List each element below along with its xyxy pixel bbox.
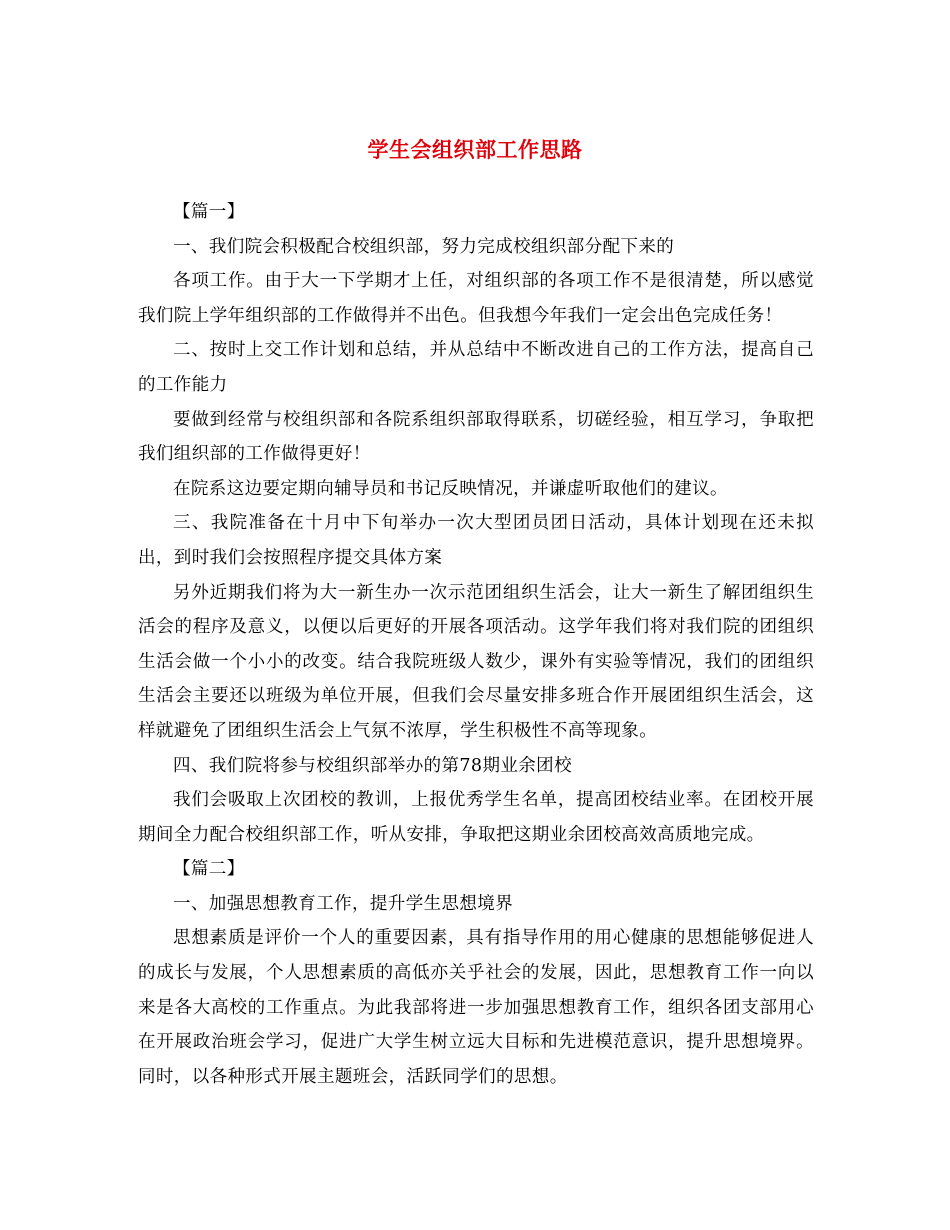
paragraph: 三、我院准备在十月中下旬举办一次大型团员团日活动，具体计划现在还未拟出，到时我们会按照程序提交具体方案 [138, 513, 814, 568]
paragraph: 我们会吸取上次团校的教训，上报优秀学生名单，提高团校结业率。在团校开展期间全力配合校组织部工作，听从安排，争取把这期业余团校高效高质地完成。 [138, 790, 814, 845]
paragraph: 另外近期我们将为大一新生办一次示范团组织生活会，让大一新生了解团组织生活会的程序及意义，以便以后更好的开展各项活动。这学年我们将对我们院的团组织生活会做一个小小的改变。结合我院班级人数少，课外有实验等情况，我们的团组织生活会主要还以班级为单位开展，但我们会尽量安排多班合作开展团组织生活会，这样就避免了团组织生活会上气氛不浓厚，学生积极性不高等现象。 [138, 582, 814, 741]
paragraph: 一、我们院会积极配合校组织部，努力完成校组织部分配下来的 [173, 236, 675, 257]
document-title: 学生会组织部工作思路 [367, 137, 583, 163]
section-heading-2: 【篇二】 [173, 859, 245, 880]
paragraph: 二、按时上交工作计划和总结，并从总结中不断改进自己的工作方法，提高自己的工作能力 [138, 340, 814, 395]
paragraph: 四、我们院将参与校组织部举办的第78期业余团校 [173, 755, 572, 776]
document-body [138, 195, 814, 1094]
paragraph: 一、加强思想教育工作，提升学生思想境界 [173, 893, 514, 914]
paragraph: 思想素质是评价一个人的重要因素，具有指导作用的用心健康的思想能够促进人的成长与发展，个人思想素质的高低亦关乎社会的发展，因此，思想教育工作一向以来是各大高校的工作重点。为此我部将进一步加强思想教育工作，组织各团支部用心在开展政治班会学习，促进广大学生树立远大目标和先进模范意识，提升思想境界。同时，以各种形式开展主题班会，活跃同学们的思想。 [138, 928, 814, 1087]
paragraph: 各项工作。由于大一下学期才上任，对组织部的各项工作不是很清楚，所以感觉我们院上学年组织部的工作做得并不出色。但我想今年我们一定会出色完成任务！ [138, 271, 814, 326]
paragraph: 要做到经常与校组织部和各院系组织部取得联系，切磋经验，相互学习，争取把我们组织部的工作做得更好！ [138, 409, 814, 465]
paragraph: 在院系这边要定期向辅导员和书记反映情况，并谦虚听取他们的建议。 [173, 478, 728, 499]
section-heading-1: 【篇一】 [173, 202, 245, 222]
